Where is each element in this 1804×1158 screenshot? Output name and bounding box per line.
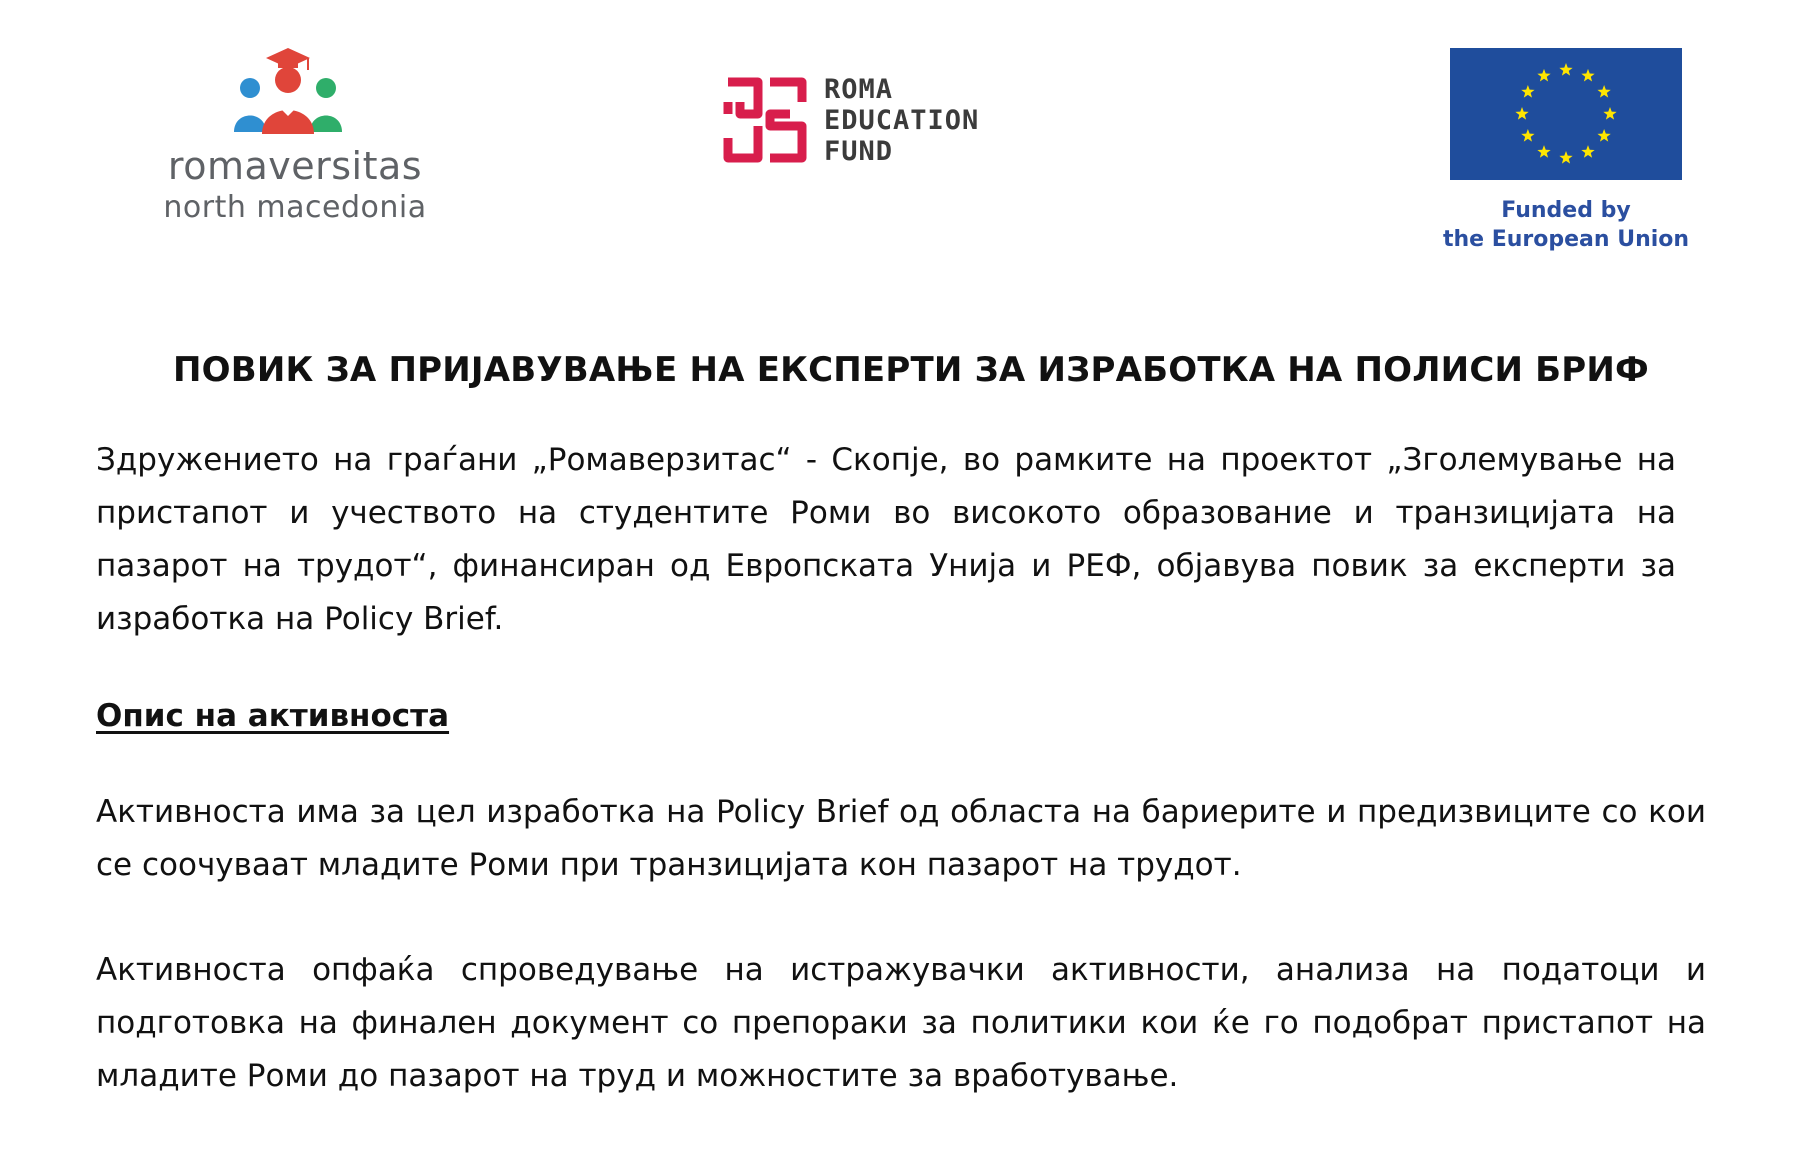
romaversitas-logo xyxy=(140,40,450,240)
eu-funded-label xyxy=(1430,196,1702,254)
activity-paragraph-1: Активноста има за цел изработка на Policy Brief од областа на бариерите и предизвиците со кои се соочуваат младите Роми при транзицијата кон пазарот на трудот. xyxy=(96,794,1706,883)
page-title: ПОВИК ЗА ПРИЈАВУВАЊЕ НА ЕКСПЕРТИ ЗА ИЗРАБОТКА НА ПОЛИСИ БРИФ xyxy=(173,350,1649,390)
document-body xyxy=(96,350,1706,1103)
ref-wordmark xyxy=(824,74,979,167)
ref-line-education: EDUCATION xyxy=(824,105,980,136)
eu-funded-line2: the European Union xyxy=(1442,227,1690,252)
graduate-people-icon xyxy=(228,40,348,140)
eu-flag-icon xyxy=(1450,48,1682,180)
section-heading-activity: Опис на активноста xyxy=(96,698,450,734)
ref-line-roma: ROMA xyxy=(824,74,894,105)
activity-paragraph-2: Активноста опфаќа спроведување на истражувачки активности, анализа на податоци и подготовка на финален документ со препораки за политики кои ќе го подобрат пристапот на младите Роми до пазарот на труд и можностите за вработување. xyxy=(96,952,1706,1094)
paragraph-spacer xyxy=(96,892,1706,944)
ref-monogram-icon xyxy=(720,76,810,164)
romaversitas-name: romaversitas xyxy=(167,144,423,188)
eu-funded-line1: Funded by xyxy=(1501,198,1631,223)
ref-line-fund: FUND xyxy=(824,136,894,167)
romaversitas-subtitle: north macedonia xyxy=(163,190,427,225)
intro-paragraph: Здружението на граѓани „Ромаверзитас“ - Скопје, во рамките на проектот „Зголемување на пристапот и учеството на студентите Роми во високото образование и транзицијата на пазарот на трудот“, финансиран од Европската Унија и РЕФ, објавува повик за експерти за изработка на Policy Brief. xyxy=(96,442,1676,637)
ref-logo xyxy=(720,70,1070,170)
eu-logo xyxy=(1430,48,1710,258)
